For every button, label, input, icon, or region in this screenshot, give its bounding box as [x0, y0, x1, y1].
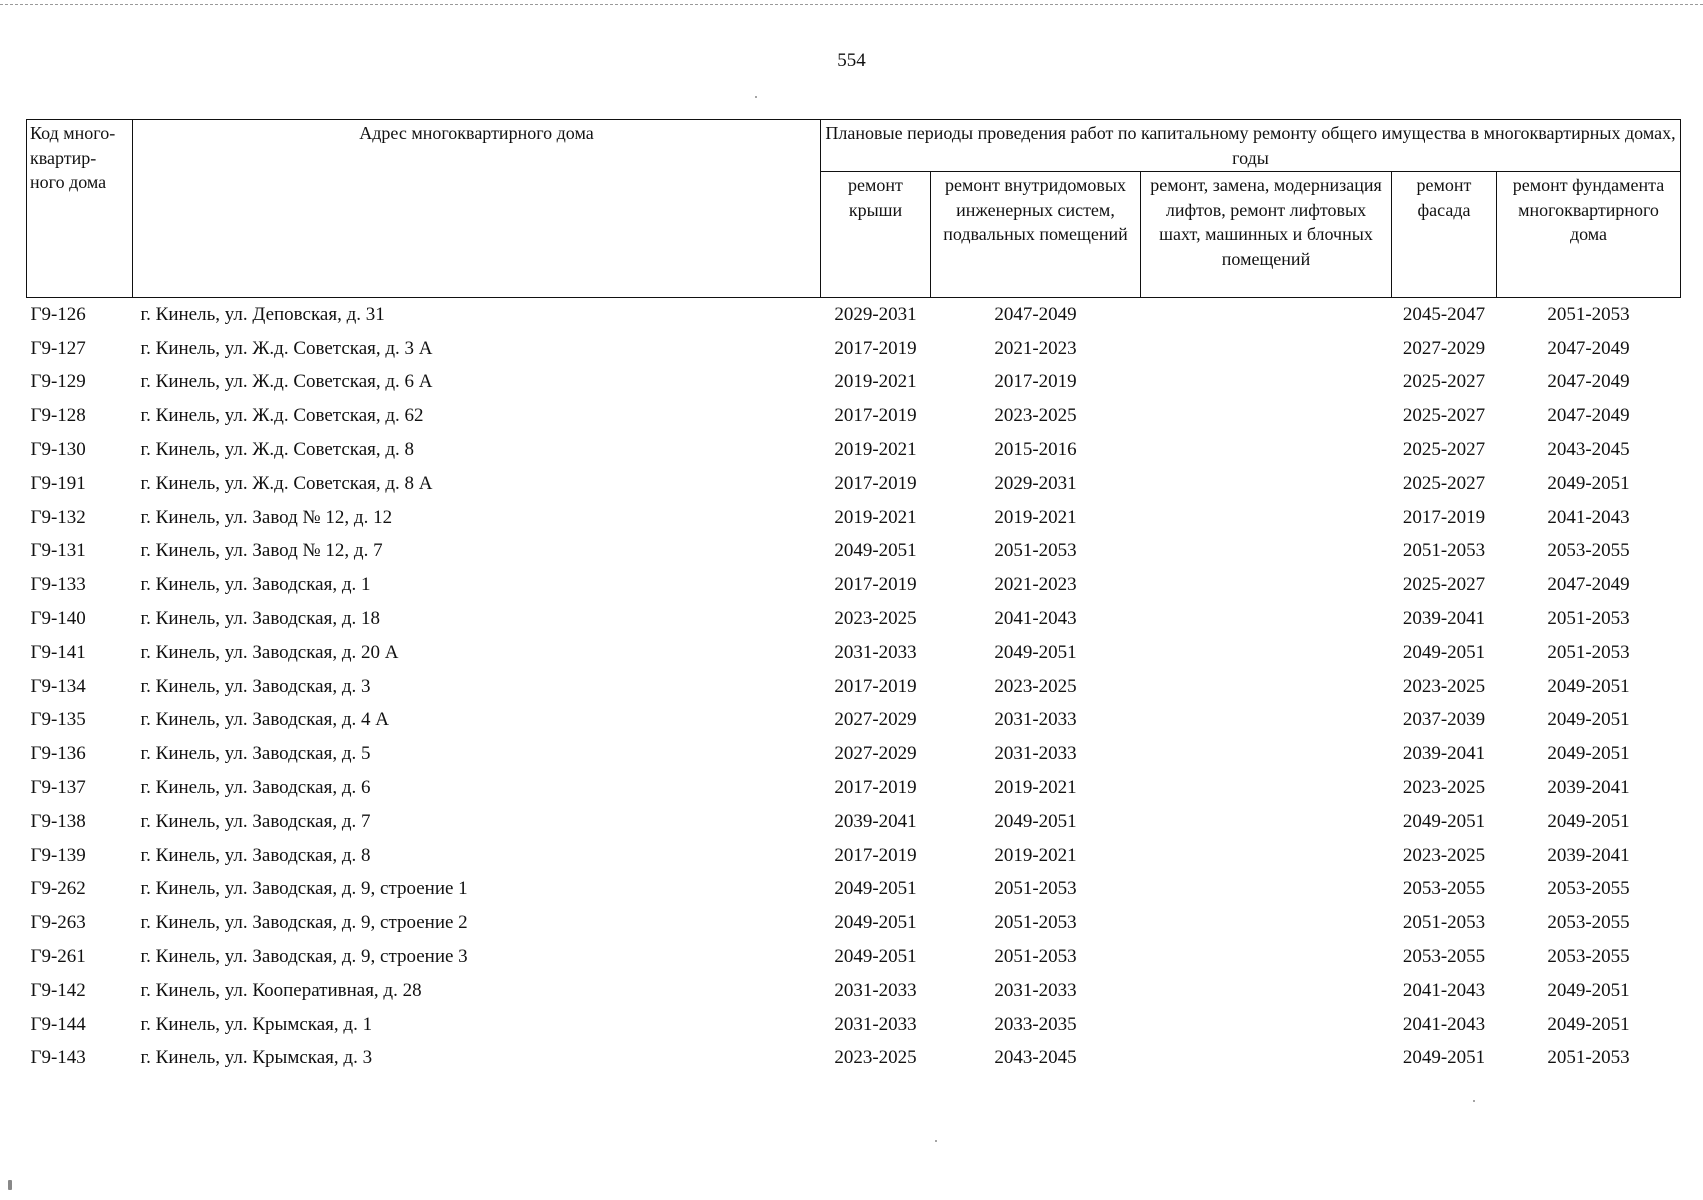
- table-body: [27, 298, 1681, 1076]
- cell-code: Г9-134: [30, 675, 86, 697]
- cell-elevators: [1141, 873, 1392, 907]
- cell-address: г. Кинель, ул. Ж.д. Советская, д. 8: [140, 439, 415, 461]
- cell-foundation: 2049-2051: [1547, 743, 1630, 765]
- cell-code: Г9-129: [30, 371, 86, 393]
- header-engineering: ремонт внутридомовых инженерных систем, подвальных помещений: [931, 172, 1141, 298]
- table-row: [27, 974, 1681, 1008]
- table-row: [27, 399, 1681, 433]
- cell-engineering: 2015-2016: [994, 439, 1077, 461]
- cell-foundation: 2049-2051: [1547, 709, 1630, 731]
- cell-engineering: 2021-2023: [994, 337, 1077, 359]
- cell-code: Г9-136: [30, 743, 86, 765]
- cell-elevators: [1141, 805, 1392, 839]
- cell-address: г. Кинель, ул. Заводская, д. 9, строение 1: [140, 878, 468, 900]
- cell-facade: 2027-2029: [1402, 337, 1486, 359]
- cell-address: г. Кинель, ул. Заводская, д. 4 А: [140, 709, 389, 731]
- cell-code: Г9-138: [30, 810, 86, 832]
- cell-address: г. Кинель, ул. Кооперативная, д. 28: [140, 979, 422, 1001]
- header-elevators: ремонт, замена, модернизация лифтов, ремонт лифтовых шахт, машинных и блочных помещений: [1141, 172, 1392, 298]
- cell-elevators: [1141, 771, 1392, 805]
- cell-engineering: 2029-2031: [994, 472, 1077, 494]
- cell-foundation: 2049-2051: [1547, 472, 1630, 494]
- cell-code: Г9-137: [30, 777, 86, 799]
- cell-foundation: 2041-2043: [1547, 506, 1630, 528]
- cell-engineering: 2051-2053: [994, 946, 1077, 968]
- cell-elevators: [1141, 467, 1392, 501]
- cell-foundation: 2053-2055: [1547, 878, 1630, 900]
- cell-engineering: 2047-2049: [994, 303, 1077, 325]
- cell-roof: 2049-2051: [834, 912, 917, 934]
- cell-roof: 2049-2051: [834, 946, 917, 968]
- cell-facade: 2045-2047: [1402, 303, 1486, 325]
- cell-code: Г9-261: [30, 946, 86, 968]
- cell-foundation: 2051-2053: [1547, 641, 1630, 663]
- cell-foundation: 2049-2051: [1547, 675, 1630, 697]
- cell-roof: 2049-2051: [834, 878, 917, 900]
- cell-facade: 2025-2027: [1402, 371, 1486, 393]
- cell-engineering: 2019-2021: [994, 777, 1077, 799]
- cell-code: Г9-140: [30, 608, 86, 630]
- cell-engineering: 2017-2019: [994, 371, 1077, 393]
- cell-address: г. Кинель, ул. Заводская, д. 9, строение 3: [140, 946, 468, 968]
- cell-code: Г9-139: [30, 844, 86, 866]
- table-row: [27, 670, 1681, 704]
- cell-facade: 2049-2051: [1402, 1047, 1486, 1069]
- cell-code: Г9-263: [30, 912, 86, 934]
- cell-facade: 2041-2043: [1402, 979, 1486, 1001]
- cell-engineering: 2031-2033: [994, 709, 1077, 731]
- cell-code: Г9-127: [30, 337, 86, 359]
- cell-engineering: 2031-2033: [994, 743, 1077, 765]
- cell-foundation: 2047-2049: [1547, 405, 1630, 427]
- capital-repair-table-container: [26, 119, 1680, 1075]
- cell-elevators: [1141, 332, 1392, 366]
- table-row: [27, 602, 1681, 636]
- cell-roof: 2017-2019: [834, 472, 917, 494]
- cell-address: г. Кинель, ул. Заводская, д. 5: [140, 743, 371, 765]
- table-row: [27, 1042, 1681, 1076]
- cell-facade: 2025-2027: [1402, 472, 1486, 494]
- cell-elevators: [1141, 433, 1392, 467]
- cell-address: г. Кинель, ул. Заводская, д. 7: [140, 810, 371, 832]
- scan-border-line: [0, 4, 1703, 5]
- table-row: [27, 332, 1681, 366]
- cell-roof: 2023-2025: [834, 1047, 917, 1069]
- cell-code: Г9-144: [30, 1013, 86, 1035]
- cell-facade: 2039-2041: [1402, 608, 1486, 630]
- cell-facade: 2051-2053: [1402, 912, 1486, 934]
- cell-code: Г9-133: [30, 574, 86, 596]
- cell-elevators: [1141, 535, 1392, 569]
- cell-engineering: 2041-2043: [994, 608, 1077, 630]
- cell-address: г. Кинель, ул. Заводская, д. 6: [140, 777, 371, 799]
- table-row: [27, 873, 1681, 907]
- cell-engineering: 2049-2051: [994, 810, 1077, 832]
- cell-elevators: [1141, 602, 1392, 636]
- cell-engineering: 2051-2053: [994, 540, 1077, 562]
- cell-roof: 2049-2051: [834, 540, 917, 562]
- cell-address: г. Кинель, ул. Крымская, д. 1: [140, 1013, 373, 1035]
- cell-engineering: 2023-2025: [994, 675, 1077, 697]
- cell-roof: 2017-2019: [834, 574, 917, 596]
- cell-foundation: 2051-2053: [1547, 303, 1630, 325]
- table-row: [27, 1008, 1681, 1042]
- cell-facade: 2053-2055: [1402, 878, 1486, 900]
- cell-facade: 2025-2027: [1402, 405, 1486, 427]
- cell-foundation: 2043-2045: [1547, 439, 1630, 461]
- table-header: [27, 120, 1681, 298]
- header-row-1: [27, 120, 1681, 172]
- page-number: 554: [837, 50, 866, 71]
- cell-roof: 2019-2021: [834, 439, 917, 461]
- capital-repair-schedule-table: [26, 119, 1681, 1075]
- cell-foundation: 2049-2051: [1547, 810, 1630, 832]
- cell-elevators: [1141, 636, 1392, 670]
- cell-facade: 2049-2051: [1402, 810, 1486, 832]
- cell-engineering: 2043-2045: [994, 1047, 1077, 1069]
- cell-code: Г9-130: [30, 439, 86, 461]
- scan-speck: [935, 1140, 937, 1142]
- cell-code: Г9-135: [30, 709, 86, 731]
- scan-speck: [755, 96, 757, 98]
- cell-elevators: [1141, 704, 1392, 738]
- cell-address: г. Кинель, ул. Заводская, д. 1: [140, 574, 371, 596]
- cell-roof: 2017-2019: [834, 675, 917, 697]
- cell-facade: 2037-2039: [1402, 709, 1486, 731]
- cell-address: г. Кинель, ул. Ж.д. Советская, д. 8 А: [140, 472, 433, 494]
- table-row: [27, 737, 1681, 771]
- cell-foundation: 2049-2051: [1547, 1013, 1630, 1035]
- cell-facade: 2023-2025: [1402, 675, 1486, 697]
- cell-foundation: 2053-2055: [1547, 946, 1630, 968]
- table-row: [27, 636, 1681, 670]
- cell-foundation: 2049-2051: [1547, 979, 1630, 1001]
- cell-foundation: 2039-2041: [1547, 777, 1630, 799]
- cell-elevators: [1141, 670, 1392, 704]
- cell-foundation: 2047-2049: [1547, 371, 1630, 393]
- cell-roof: 2023-2025: [834, 608, 917, 630]
- cell-elevators: [1141, 1008, 1392, 1042]
- cell-code: Г9-126: [30, 303, 86, 325]
- cell-elevators: [1141, 906, 1392, 940]
- table-row: [27, 298, 1681, 332]
- cell-roof: 2017-2019: [834, 337, 917, 359]
- cell-code: Г9-262: [30, 878, 86, 900]
- cell-roof: 2031-2033: [834, 979, 917, 1001]
- cell-facade: 2053-2055: [1402, 946, 1486, 968]
- cell-elevators: [1141, 1042, 1392, 1076]
- cell-address: г. Кинель, ул. Крымская, д. 3: [140, 1047, 373, 1069]
- cell-roof: 2029-2031: [834, 303, 917, 325]
- cell-roof: 2031-2033: [834, 641, 917, 663]
- cell-facade: 2023-2025: [1402, 844, 1486, 866]
- cell-address: г. Кинель, ул. Ж.д. Советская, д. 6 А: [140, 371, 433, 393]
- cell-code: Г9-128: [30, 405, 86, 427]
- table-row: [27, 805, 1681, 839]
- cell-code: Г9-143: [30, 1047, 86, 1069]
- scan-speck: [8, 1180, 12, 1190]
- cell-elevators: [1141, 568, 1392, 602]
- cell-address: г. Кинель, ул. Завод № 12, д. 7: [140, 540, 383, 562]
- header-code: Код много-квартир-ного дома: [27, 120, 133, 298]
- cell-address: г. Кинель, ул. Заводская, д. 18: [140, 608, 381, 630]
- cell-address: г. Кинель, ул. Заводская, д. 20 А: [140, 641, 399, 663]
- cell-code: Г9-191: [30, 472, 86, 494]
- cell-facade: 2049-2051: [1402, 641, 1486, 663]
- cell-roof: 2017-2019: [834, 405, 917, 427]
- cell-foundation: 2053-2055: [1547, 540, 1630, 562]
- table-row: [27, 535, 1681, 569]
- cell-foundation: 2047-2049: [1547, 574, 1630, 596]
- cell-elevators: [1141, 298, 1392, 332]
- header-roof: ремонт крыши: [821, 172, 931, 298]
- cell-elevators: [1141, 737, 1392, 771]
- cell-address: г. Кинель, ул. Деповская, д. 31: [140, 303, 385, 325]
- cell-foundation: 2051-2053: [1547, 1047, 1630, 1069]
- cell-elevators: [1141, 399, 1392, 433]
- table-row: [27, 366, 1681, 400]
- cell-elevators: [1141, 501, 1392, 535]
- cell-facade: 2025-2027: [1402, 574, 1486, 596]
- cell-engineering: 2023-2025: [994, 405, 1077, 427]
- header-foundation: ремонт фундамента многоквартирного дома: [1497, 172, 1681, 298]
- cell-roof: 2017-2019: [834, 777, 917, 799]
- cell-roof: 2031-2033: [834, 1013, 917, 1035]
- cell-address: г. Кинель, ул. Ж.д. Советская, д. 62: [140, 405, 424, 427]
- cell-address: г. Кинель, ул. Заводская, д. 8: [140, 844, 371, 866]
- cell-code: Г9-131: [30, 540, 86, 562]
- table-row: [27, 839, 1681, 873]
- cell-foundation: 2053-2055: [1547, 912, 1630, 934]
- header-address: Адрес многоквартирного дома: [133, 120, 821, 298]
- cell-engineering: 2051-2053: [994, 912, 1077, 934]
- table-row: [27, 501, 1681, 535]
- cell-roof: 2027-2029: [834, 743, 917, 765]
- cell-code: Г9-141: [30, 641, 86, 663]
- cell-roof: 2019-2021: [834, 371, 917, 393]
- table-row: [27, 771, 1681, 805]
- cell-facade: 2025-2027: [1402, 439, 1486, 461]
- cell-address: г. Кинель, ул. Завод № 12, д. 12: [140, 506, 393, 528]
- cell-facade: 2051-2053: [1402, 540, 1486, 562]
- cell-facade: 2023-2025: [1402, 777, 1486, 799]
- cell-foundation: 2039-2041: [1547, 844, 1630, 866]
- cell-engineering: 2019-2021: [994, 506, 1077, 528]
- cell-code: Г9-142: [30, 979, 86, 1001]
- table-row: [27, 467, 1681, 501]
- table-row: [27, 568, 1681, 602]
- table-row: [27, 940, 1681, 974]
- table-row: [27, 433, 1681, 467]
- cell-engineering: 2031-2033: [994, 979, 1077, 1001]
- cell-foundation: 2047-2049: [1547, 337, 1630, 359]
- cell-engineering: 2049-2051: [994, 641, 1077, 663]
- cell-roof: 2019-2021: [834, 506, 917, 528]
- cell-facade: 2039-2041: [1402, 743, 1486, 765]
- cell-engineering: 2033-2035: [994, 1013, 1077, 1035]
- cell-roof: 2027-2029: [834, 709, 917, 731]
- cell-roof: 2039-2041: [834, 810, 917, 832]
- cell-elevators: [1141, 366, 1392, 400]
- cell-facade: 2041-2043: [1402, 1013, 1486, 1035]
- cell-address: г. Кинель, ул. Ж.д. Советская, д. 3 А: [140, 337, 433, 359]
- table-row: [27, 906, 1681, 940]
- cell-roof: 2017-2019: [834, 844, 917, 866]
- cell-facade: 2017-2019: [1402, 506, 1486, 528]
- cell-engineering: 2051-2053: [994, 878, 1077, 900]
- table-row: [27, 704, 1681, 738]
- header-periods-group: Плановые периоды проведения работ по капитальному ремонту общего имущества в многоквартирных домах, годы: [821, 120, 1681, 172]
- cell-code: Г9-132: [30, 506, 86, 528]
- cell-elevators: [1141, 974, 1392, 1008]
- cell-elevators: [1141, 839, 1392, 873]
- cell-address: г. Кинель, ул. Заводская, д. 9, строение 2: [140, 912, 468, 934]
- scan-speck: [1473, 1100, 1475, 1102]
- cell-foundation: 2051-2053: [1547, 608, 1630, 630]
- header-facade: ремонт фасада: [1392, 172, 1497, 298]
- cell-address: г. Кинель, ул. Заводская, д. 3: [140, 675, 371, 697]
- cell-elevators: [1141, 940, 1392, 974]
- cell-engineering: 2019-2021: [994, 844, 1077, 866]
- cell-engineering: 2021-2023: [994, 574, 1077, 596]
